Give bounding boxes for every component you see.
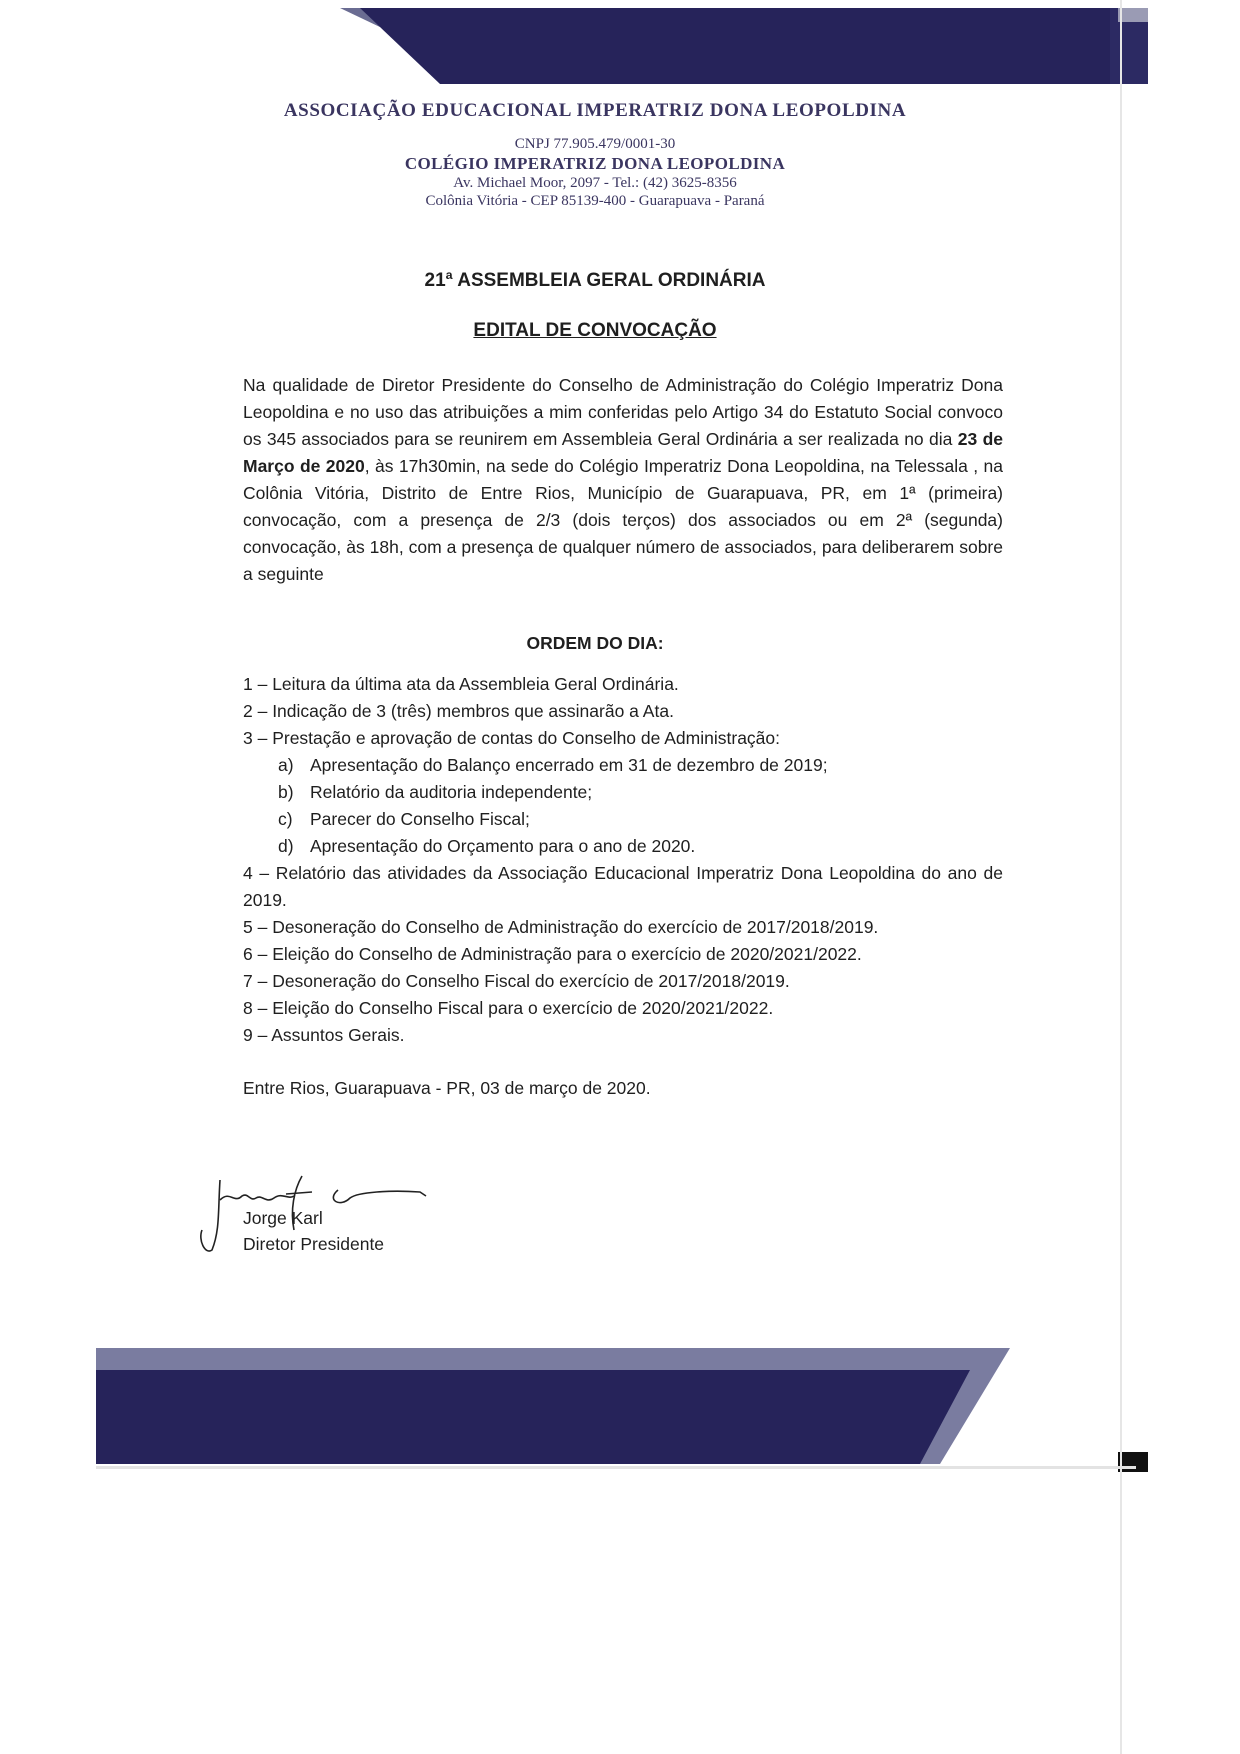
top-banner-corner-mark	[1118, 8, 1148, 22]
notice-title: EDITAL DE CONVOCAÇÃO	[473, 320, 717, 341]
subitem-letter: c)	[278, 809, 293, 829]
address: Av. Michael Moor, 2097 - Tel.: (42) 3625-8356	[453, 175, 737, 191]
letterhead	[130, 100, 1060, 210]
city-line: Colônia Vitória - CEP 85139-400 - Guarapuava - Paraná	[425, 193, 765, 209]
agenda-item: 8 – Eleição do Conselho Fiscal para o exercício de 2020/2021/2022.	[243, 998, 774, 1018]
assembly-title: 21ª ASSEMBLEIA GERAL ORDINÁRIA	[424, 270, 766, 291]
agenda-title: ORDEM DO DIA:	[526, 633, 664, 653]
top-banner-light-shape	[340, 8, 1148, 84]
subitem-letter: b)	[278, 782, 294, 802]
organization-name: ASSOCIAÇÃO EDUCACIONAL IMPERATRIZ DONA LEOPOLDINA	[283, 100, 907, 121]
school-name: COLÉGIO IMPERATRIZ DONA LEOPOLDINA	[404, 154, 786, 173]
cnpj: CNPJ 77.905.479/0001-30	[514, 136, 676, 152]
subitem-text: Apresentação do Orçamento para o ano de 2020.	[310, 836, 696, 856]
meeting-date: 23 de Março de 2020	[243, 429, 1004, 476]
place-and-date: Entre Rios, Guarapuava - PR, 03 de março de 2020.	[243, 1078, 651, 1098]
agenda-item: 1 – Leitura da última ata da Assembleia Geral Ordinária.	[243, 674, 679, 694]
bottom-banner-light-shape	[96, 1348, 1010, 1464]
agenda-subitem	[243, 752, 1003, 779]
agenda-subitem	[243, 806, 1003, 833]
agenda-item: 9 – Assuntos Gerais.	[243, 1025, 405, 1045]
paragraph-text-1: Na qualidade de Diretor Presidente do Conselho de Administração do Colégio Imperatriz Dona Leopoldina e no uso das atribuições a mim conferidas pelo Artigo 34 do Estatuto Social convoco os 345 associados para se reunirem em Assembleia Geral Ordinária a ser realizada no dia	[243, 375, 1003, 449]
signer-role: Diretor Presidente	[243, 1234, 385, 1254]
bottom-banner-dark-shape	[96, 1370, 970, 1464]
agenda-item: 7 – Desoneração do Conselho Fiscal do exercício de 2017/2018/2019.	[243, 971, 790, 991]
convocation-paragraph	[243, 372, 1003, 588]
agenda-subitem	[243, 833, 1003, 860]
agenda-item: 2 – Indicação de 3 (três) membros que assinarão a Ata.	[243, 701, 674, 721]
signer-name: Jorge Karl	[243, 1208, 323, 1228]
bottom-banner-right-edge	[1118, 1452, 1148, 1472]
agenda-subitem	[243, 779, 1003, 806]
page-bottom-edge	[96, 1466, 1136, 1469]
subitem-text: Relatório da auditoria independente;	[310, 782, 593, 802]
top-banner-edge-shape	[1110, 8, 1148, 84]
agenda-item: 5 – Desoneração do Conselho de Administração do exercício de 2017/2018/2019.	[243, 917, 879, 937]
agenda-item: 6 – Eleição do Conselho de Administração para o exercício de 2020/2021/2022.	[243, 944, 862, 964]
subitem-letter: d)	[278, 836, 294, 856]
paragraph-text-2: , às 17h30min, na sede do Colégio Imperatriz Dona Leopoldina, na Telessala , na Colônia Vitória, Distrito de Entre Rios, Município de Guarapuava, PR, em 1ª (primeira) convocação, com a presença de 2/3 (dois terços) dos associados ou em 2ª (segunda) convocação, às 18h, com a presença de qualquer número de associados, para deliberarem sobre a seguinte	[243, 456, 1003, 584]
subitem-letter: a)	[278, 755, 294, 775]
subitem-text: Apresentação do Balanço encerrado em 31 de dezembro de 2019;	[310, 755, 828, 775]
top-banner-dark-shape	[360, 8, 1148, 84]
page-edge	[1120, 0, 1122, 1754]
agenda-list	[243, 671, 1003, 1049]
agenda-item: 3 – Prestação e aprovação de contas do Conselho de Administração:	[243, 728, 781, 748]
subitem-text: Parecer do Conselho Fiscal;	[310, 809, 530, 829]
agenda-item: 4 – Relatório das atividades da Associação Educacional Imperatriz Dona Leopoldina do ano de 2019.	[243, 863, 1003, 910]
